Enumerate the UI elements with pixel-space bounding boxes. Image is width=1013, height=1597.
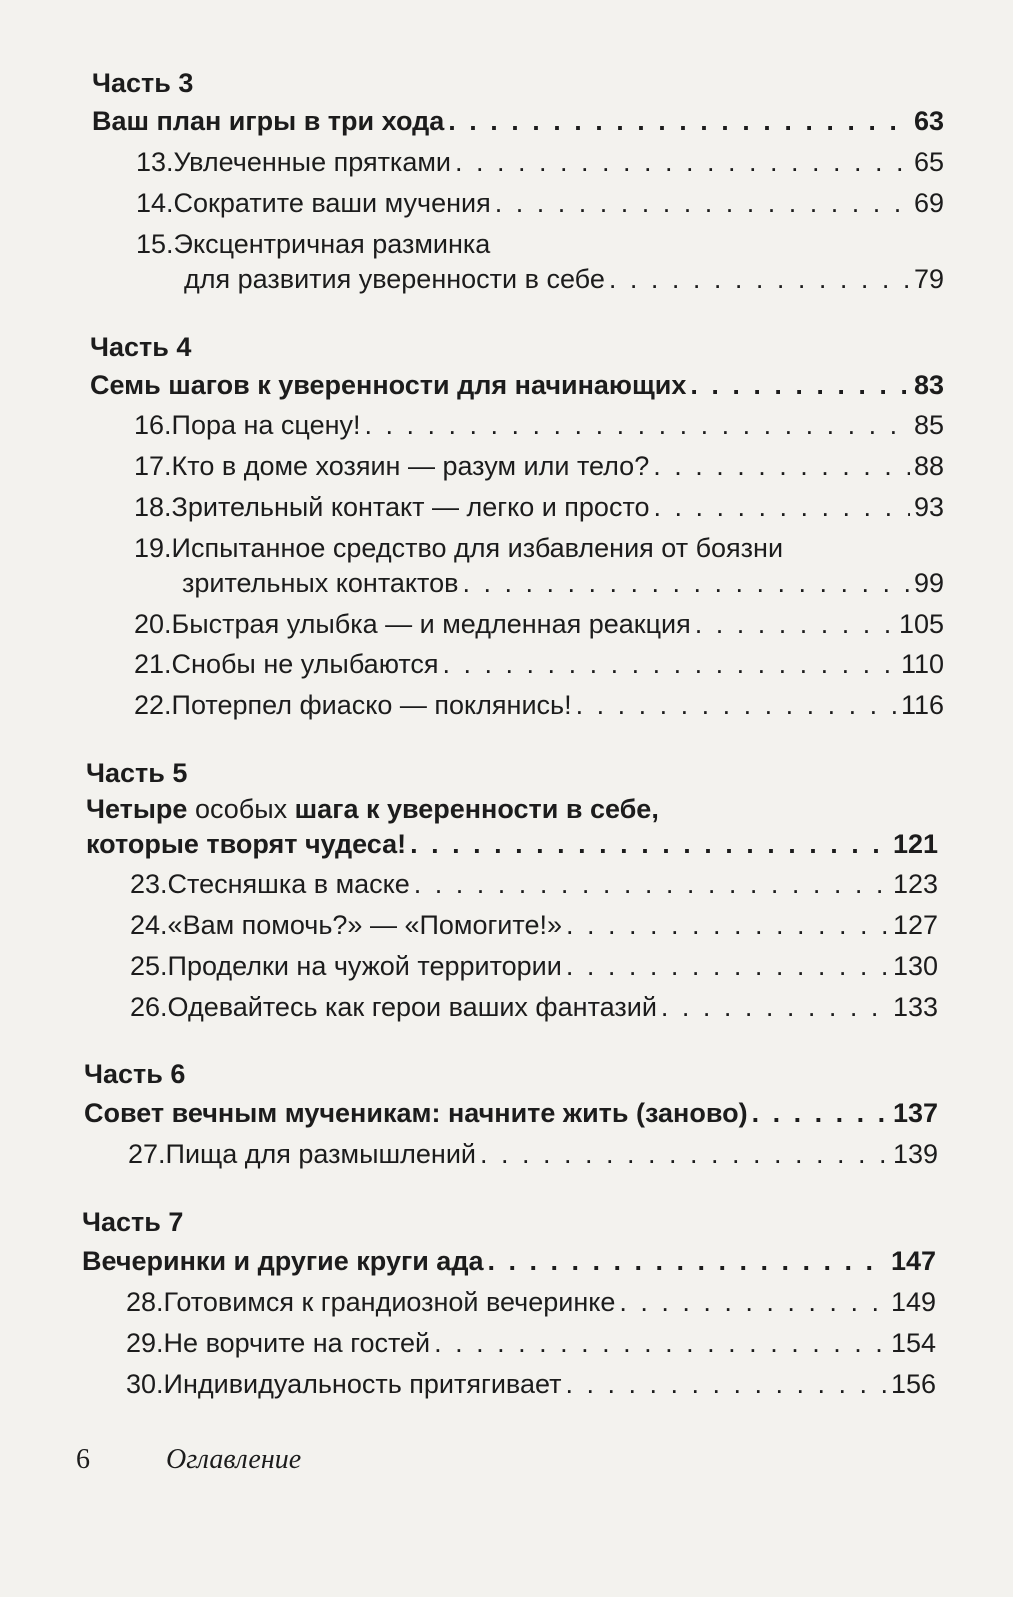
part-5-label: Часть 5 xyxy=(86,758,188,788)
running-footer-title: Оглавление xyxy=(166,1444,302,1475)
toc-entry-22: 22. Потерпел фиаско — поклянись! . . . 116 xyxy=(134,688,944,722)
toc-entry-18: 18. Зрительный контакт — легко и просто . . . 93 xyxy=(134,490,944,524)
toc-entry-19: зрительных контактов . . . 99 xyxy=(182,566,944,600)
part-4-label: Часть 4 xyxy=(90,332,192,362)
part-7-label: Часть 7 xyxy=(82,1207,184,1237)
part-7-heading: Вечеринки и другие круги ада . . . 147 xyxy=(82,1244,936,1278)
part-3-label: Часть 3 xyxy=(92,68,194,98)
toc-entry-23: 23. Стесняшка в маске . . . 123 xyxy=(130,867,938,901)
toc-entry-13: 13. Увлеченные прятками . . . 65 xyxy=(136,145,944,179)
part-6-label: Часть 6 xyxy=(84,1059,186,1089)
toc-entry-19-line1: 19.Испытанное средство для избавления от боязни xyxy=(134,533,784,563)
toc-entry-14: 14. Сократите ваши мучения . . . 69 xyxy=(136,186,944,220)
toc-entry-24: 24. «Вам помочь?» — «Помогите!» . . . 127 xyxy=(130,908,938,942)
toc-entry-28: 28. Готовимся к грандиозной вечеринке . . . 149 xyxy=(126,1285,936,1319)
toc-entry-26: 26. Одевайтесь как герои ваших фантазий . . . 133 xyxy=(130,990,938,1024)
toc-entry-29: 29. Не ворчите на гостей . . . 154 xyxy=(126,1326,936,1360)
toc-entry-15-line1: 15.Эксцентричная разминка xyxy=(136,229,491,259)
toc-entry-25: 25. Проделки на чужой территории . . . 130 xyxy=(130,949,938,983)
toc-entry-16: 16. Пора на сцену! . . . 85 xyxy=(134,408,944,442)
toc-entry-27: 27. Пища для размышлений . . . 139 xyxy=(128,1137,938,1171)
part-5-heading: которые творят чудеса! . . . 121 xyxy=(86,827,938,861)
toc-entry-20: 20. Быстрая улыбка — и медленная реакция . . . 105 xyxy=(134,607,944,641)
toc-entry-21: 21. Снобы не улыбаются . . . 110 xyxy=(134,647,944,681)
page-number: 6 xyxy=(76,1444,90,1475)
toc-entry-17: 17. Кто в доме хозяин — разум или тело? . . . 88 xyxy=(134,449,944,483)
toc-entry-30: 30. Индивидуальность притягивает . . . 156 xyxy=(126,1367,936,1401)
part-6-heading: Совет вечным мученикам: начните жить (заново) . . . 137 xyxy=(84,1096,938,1130)
part-5-heading-line1: Четыре особых шага к уверенности в себе, xyxy=(86,794,659,824)
toc-entry-15: для развития уверенности в себе . . . 79 xyxy=(184,262,944,296)
part-4-heading: Семь шагов к уверенности для начинающих . . . 83 xyxy=(90,368,944,402)
part-3-heading: Ваш план игры в три хода . . . 63 xyxy=(92,104,944,138)
